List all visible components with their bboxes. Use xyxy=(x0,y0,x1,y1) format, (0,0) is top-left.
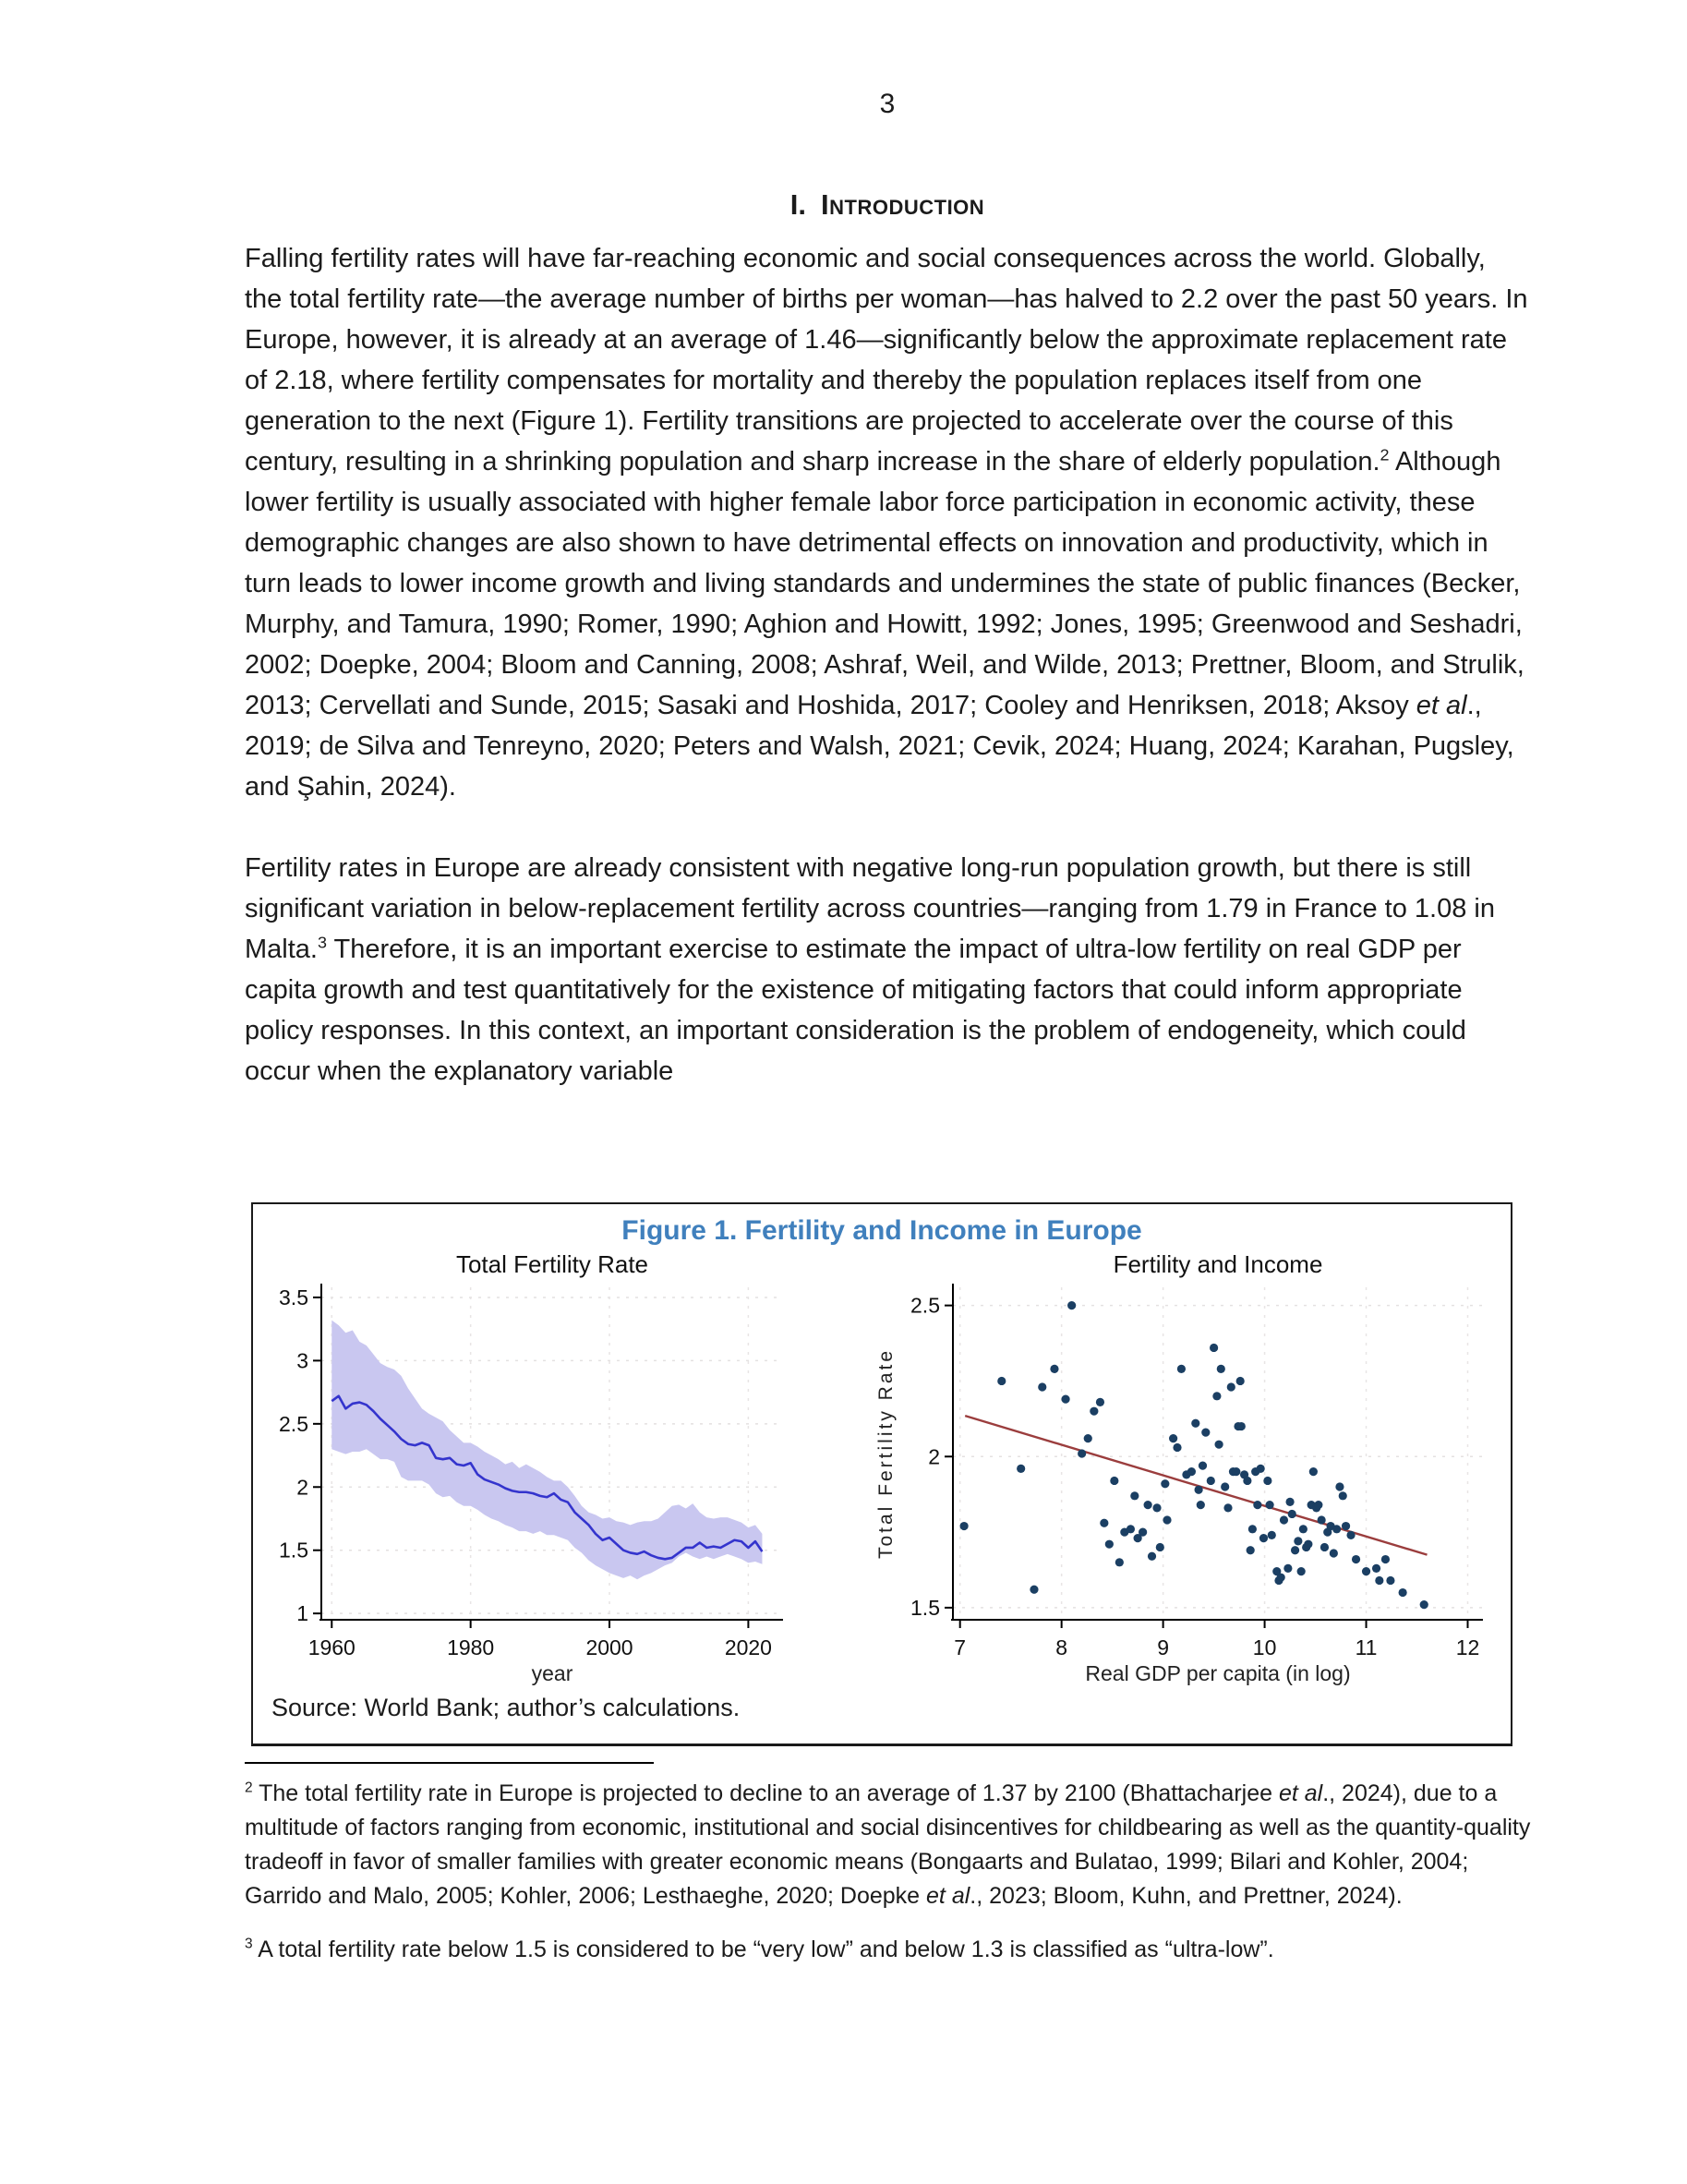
footnote-separator xyxy=(245,1762,654,1764)
svg-text:8: 8 xyxy=(1055,1635,1068,1659)
text-run: A total fertility rate below 1.5 is considered to be “very low” and below 1.3 is classified as “ultra-low”. xyxy=(252,1937,1274,1962)
svg-text:1.5: 1.5 xyxy=(279,1538,308,1563)
footnote-marker: 2 xyxy=(1380,445,1390,465)
svg-text:Total Fertility Rate: Total Fertility Rate xyxy=(455,1250,649,1278)
text-run: ., 2024), due to a multitude of factors ranging from economic, institutional and social disincentives for childbearing as well as the quantity-quality tradeoff in favor of smaller families with greater economic means (Bongaarts and Bulatao, 1999; Bilari and Kohler, 2004; Garrido and Malo, 2005; Kohler, 2006; Lesthaeghe, 2020; Doepke xyxy=(245,1780,1531,1909)
svg-text:1960: 1960 xyxy=(307,1635,355,1659)
svg-text:2000: 2000 xyxy=(585,1635,633,1659)
svg-text:2020: 2020 xyxy=(724,1635,772,1659)
text-run: et al xyxy=(926,1883,970,1909)
svg-text:10: 10 xyxy=(1252,1635,1277,1659)
page-number: 3 xyxy=(879,89,896,119)
footnote xyxy=(245,1777,1537,1913)
svg-text:year: year xyxy=(531,1661,573,1685)
footnote-marker: 3 xyxy=(245,1936,253,1952)
svg-text:1.5: 1.5 xyxy=(910,1595,940,1620)
text-run: et al xyxy=(1416,691,1467,720)
text-run: et al xyxy=(1278,1780,1323,1806)
svg-text:3.5: 3.5 xyxy=(279,1285,308,1309)
text-run: Falling fertility rates will have far-reaching economic and social consequences across the world. Globally, the total fertility rate—the average number of births per woman—has halved to 2.2 over the past 50 years. In Europe, however, it is already at an average of 1.46—significantly below the approximate replacement rate of 2.18, where fertility compensates for mortality and thereby the population replaces itself from one generation to the next (Figure 1). Fertility transitions are projected to accelerate over the course of this century, resulting in a shrinking population and sharp increase in the share of elderly population. xyxy=(245,244,1528,477)
svg-text:12: 12 xyxy=(1455,1635,1480,1659)
svg-text:11: 11 xyxy=(1355,1635,1378,1659)
body-paragraph xyxy=(245,848,1530,1092)
text-run: Although lower fertility is usually associated with higher female labor force participation in economic activity, these demographic changes are also shown to have detrimental effects on innovation and productivity, which in turn leads to lower income growth and living standards and undermines the state of public finances (Becker, Murphy, and Tamura, 1990; Romer, 1990; Aghion and Howitt, 1992; Jones, 1995; Greenwood and Seshadri, 2002; Doepke, 2004; Bloom and Canning, 2008; Ashraf, Weil, and Wilde, 2013; Prettner, Bloom, and Strulik, 2013; Cervellati and Sunde, 2015; Sasaki and Hoshida, 2017; Cooley and Henriksen, 2018; Aksoy xyxy=(245,447,1524,720)
svg-text:2.5: 2.5 xyxy=(910,1293,940,1318)
svg-text:Fertility and Income: Fertility and Income xyxy=(1113,1250,1323,1278)
svg-text:Total Fertility Rate: Total Fertility Rate xyxy=(875,1347,897,1560)
chart-fertility-and-income xyxy=(870,1249,1498,1692)
section-heading xyxy=(245,188,1530,222)
footnote-marker: 3 xyxy=(317,933,327,952)
body-paragraph xyxy=(245,238,1530,807)
figure-charts-row xyxy=(253,1247,1511,1692)
svg-text:1: 1 xyxy=(296,1601,308,1626)
section-title: Introduction xyxy=(821,188,985,221)
figure-title: Figure 1. Fertility and Income in Europe xyxy=(621,1215,1142,1246)
figure-source-note: Source: World Bank; author’s calculations. xyxy=(271,1694,741,1721)
svg-text:9: 9 xyxy=(1157,1635,1170,1659)
text-run: The total fertility rate in Europe is projected to decline to an average of 1.37 by 2100 (Bhattacharjee xyxy=(252,1780,1279,1806)
footnote-marker: 2 xyxy=(245,1780,253,1796)
footnote xyxy=(245,1933,1537,1967)
confidence-band xyxy=(331,1321,762,1580)
svg-text:1980: 1980 xyxy=(447,1635,495,1659)
body-paragraphs xyxy=(245,238,1530,1132)
text-run: Therefore, it is an important exercise to estimate the impact of ultra-low fertility on real GDP per capita growth and test quantitatively for the existence of mitigating factors that could inform appropriate policy responses. In this context, an important consideration is the problem of endogeneity, which could occur when the explanatory variable xyxy=(245,935,1466,1086)
scatter-points xyxy=(959,1301,1428,1609)
footnotes xyxy=(245,1777,1537,1986)
chart-frame xyxy=(910,1284,1483,1659)
svg-text:2: 2 xyxy=(296,1475,308,1500)
svg-text:2: 2 xyxy=(928,1444,940,1469)
text-run: ., 2023; Bloom, Kuhn, and Prettner, 2024). xyxy=(970,1883,1403,1909)
svg-text:Real GDP per capita (in log): Real GDP per capita (in log) xyxy=(1085,1661,1351,1685)
chart-total-fertility-rate xyxy=(268,1249,794,1692)
svg-text:2.5: 2.5 xyxy=(279,1411,308,1436)
text-run: ., 2019; de Silva and Tenreyno, 2020; Peters and Walsh, 2021; Cevik, 2024; Huang, 2024; Karahan, Pugsley, and Şahin, 2024). xyxy=(245,691,1514,802)
regression-line xyxy=(965,1416,1427,1555)
section-numeral: I. xyxy=(789,188,807,221)
svg-text:3: 3 xyxy=(296,1348,308,1373)
figure-1 xyxy=(251,1202,1512,1746)
text-run: Fertility rates in Europe are already consistent with negative long-run population growth, but there is still significant variation in below-replacement fertility across countries—ranging from 1.79 in France to 1.08 in Malta. xyxy=(245,853,1495,964)
svg-text:7: 7 xyxy=(954,1635,967,1659)
